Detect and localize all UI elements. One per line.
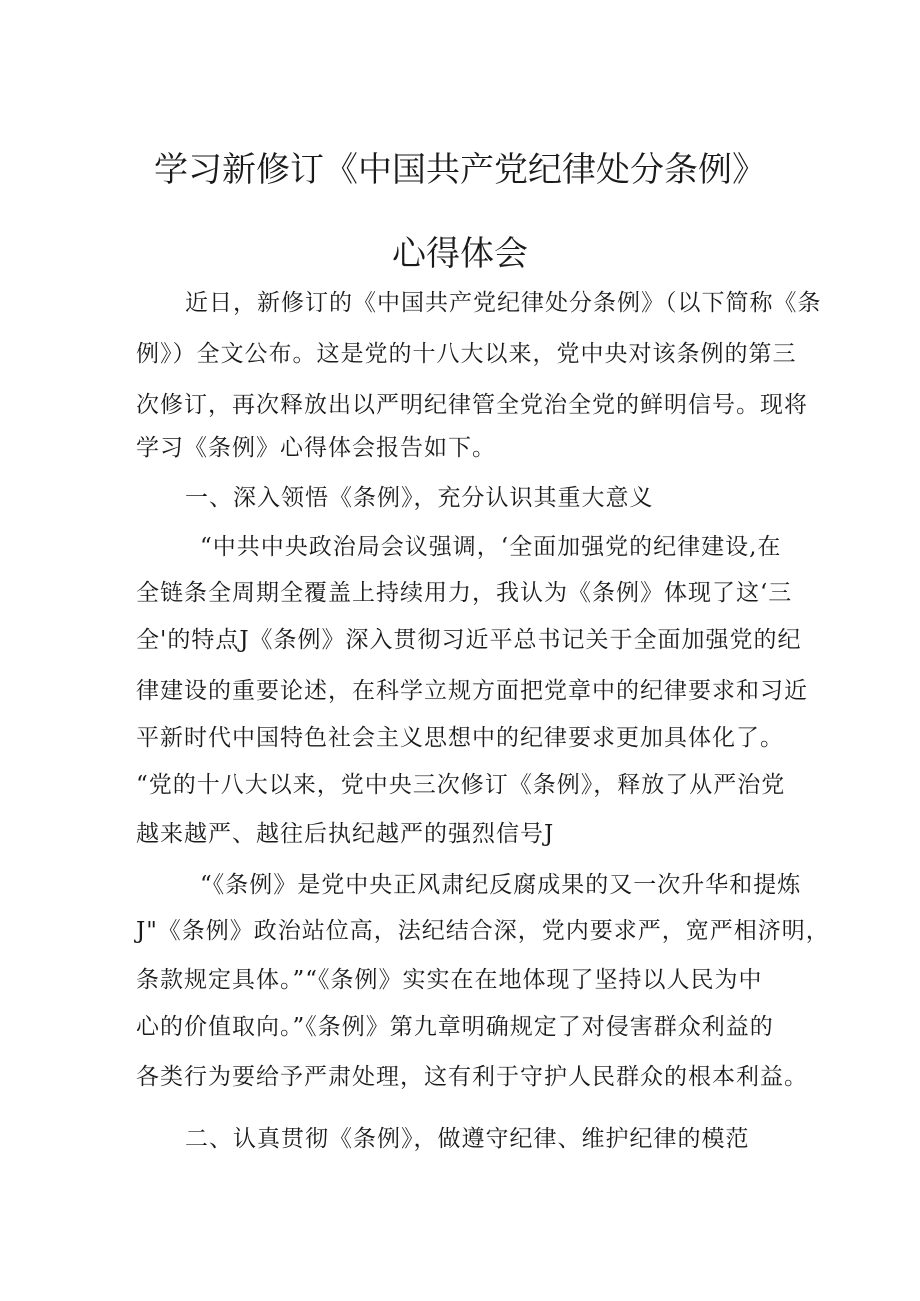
section-heading: 二、认真贯彻《条例》，做遵守纪律、维护纪律的模范 bbox=[185, 1126, 750, 1152]
text-line: “中共中央政治局会议强调，‘全面加强党的纪律建设,在 bbox=[200, 534, 782, 560]
document-subtitle: 心得体会 bbox=[392, 234, 528, 274]
text-line: 条款规定具体。”“《条例》实实在在地体现了坚持以人民为中 bbox=[136, 967, 763, 993]
text-line: 律建设的重要论述，在科学立规方面把党章中的纪律要求和习近 bbox=[136, 678, 808, 704]
text-line: 平新时代中国特色社会主义思想中的纪律要求更加具体化了。 bbox=[136, 725, 784, 751]
text-line: 全链条全周期全覆盖上持续用力，我认为《条例》体现了这‘三 bbox=[136, 580, 793, 606]
text-line: “《条例》是党中央正风肃纪反腐成果的又一次升华和提炼 bbox=[200, 872, 802, 898]
text-line: J"《条例》政治站位高，法纪结合深，党内要求严，宽严相济明， bbox=[136, 918, 830, 944]
text-line: “党的十八大以来，党中央三次修订《条例》，释放了从严治党 bbox=[136, 772, 786, 798]
text-line: 心的价值取向。”《条例》第九章明确规定了对侵害群众利益的 bbox=[136, 1014, 774, 1040]
section-heading: 一、深入领悟《条例》，充分认识其重大意义 bbox=[185, 485, 654, 511]
text-line: 全'的特点J《条例》深入贯彻习近平总书记关于全面加强党的纪 bbox=[136, 627, 802, 653]
document-title: 学习新修订《中国共产党纪律处分条例》 bbox=[154, 150, 766, 190]
text-line: 越来越严、越往后执纪越严的强烈信号J bbox=[136, 821, 555, 847]
text-line: 近日，新修订的《中国共产党纪律处分条例》（以下简称《条 bbox=[185, 290, 822, 316]
text-line: 学习《条例》心得体会报告如下。 bbox=[136, 435, 496, 461]
text-line: 各类行为要给予严肃处理，这有利于守护人民群众的根本利益。 bbox=[136, 1064, 808, 1090]
text-line: 例》）全文公布。这是党的十八大以来，党中央对该条例的第三 bbox=[136, 341, 797, 367]
text-line: 次修订，再次释放出以严明纪律管全党治全党的鲜明信号。现将 bbox=[136, 392, 808, 418]
